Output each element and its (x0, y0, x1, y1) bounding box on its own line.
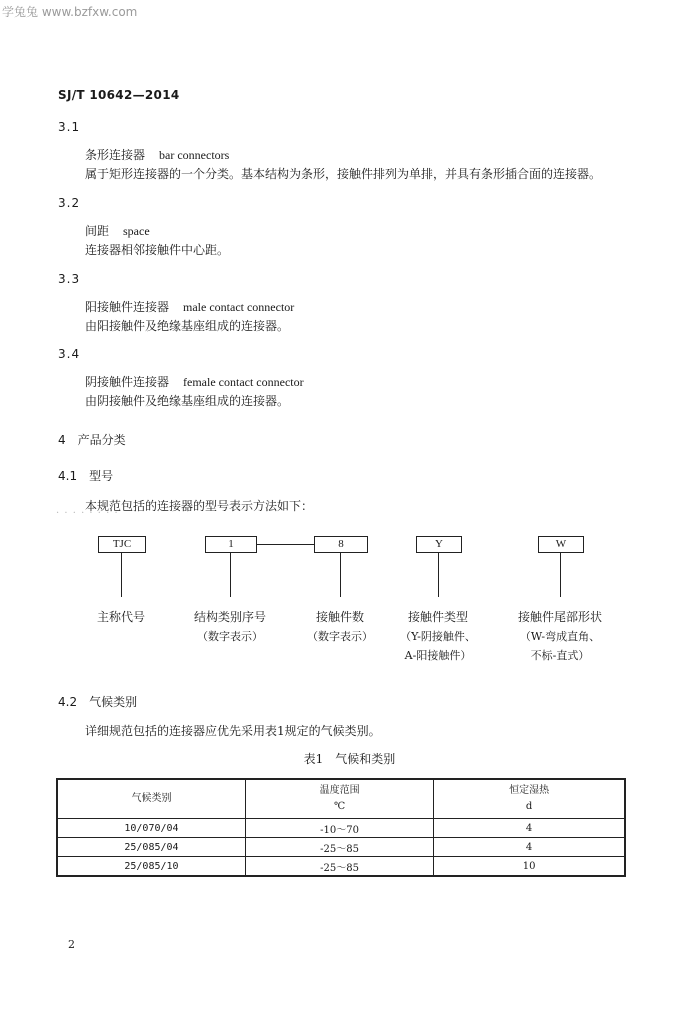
clause-number: 3.2 (58, 196, 81, 210)
column-header: 气候类别 (57, 779, 245, 819)
table-cell: -25～85 (245, 857, 433, 877)
model-label: 接触件尾部形状 (517, 610, 602, 624)
table-caption: 表1 气候和类别 (303, 752, 396, 766)
clause-number: 3.1 (58, 120, 81, 134)
model-label: 接触件数 (315, 610, 364, 624)
page-number: 2 (68, 938, 75, 951)
term-definition: 连接器相邻接触件中心距。 (85, 243, 230, 257)
model-label: 接触件类型 (407, 610, 468, 624)
model-note: （Y-阴接触件、 (400, 630, 476, 643)
subsection-title: 型号 (89, 469, 114, 483)
model-note: （W-弯成直角、 (519, 630, 601, 643)
table-cell: 10/070/04 (57, 819, 245, 838)
term-definition: 由阴接触件及绝缘基座组成的连接器。 (85, 394, 290, 408)
term-cn: 阴接触件连接器 (85, 375, 170, 389)
model-label: 结构类别序号 (193, 610, 266, 624)
term-definition: 由阳接触件及绝缘基座组成的连接器。 (85, 319, 290, 333)
term-title (85, 373, 304, 390)
table-header-row (57, 779, 625, 819)
subsection-number: 4.2 (58, 695, 78, 709)
table-cell: -10～70 (245, 819, 433, 838)
climate-intro: 详细规范包括的连接器应优先采用表1规定的气候类别。 (85, 724, 381, 738)
term-title (85, 298, 294, 315)
scan-dots: · · · · · · · · (56, 508, 119, 519)
table-row (57, 857, 625, 877)
term-cn: 间距 (85, 224, 110, 238)
subsection-number: 4.1 (58, 469, 78, 483)
model-intro: 本规范包括的连接器的型号表示方法如下： (85, 499, 314, 513)
term-title (85, 222, 150, 239)
table-cell: 25/085/10 (57, 857, 245, 877)
column-header: 温度范围 ℃ (245, 779, 433, 819)
subsection-heading (58, 467, 113, 484)
tail-shape-box: W (538, 536, 584, 553)
term-definition: 属于矩形连接器的一个分类。基本结构为条形，接触件排列为单排，并具有条形插合面的连接器。 (85, 167, 602, 181)
table-cell: 4 (434, 819, 625, 838)
model-note: 不标-直式） (530, 649, 590, 662)
term-cn: 条形连接器 (85, 148, 146, 162)
model-note: （数字表示） (197, 630, 263, 643)
column-header: 恒定湿热 d (434, 779, 625, 819)
standard-number: SJ/T 10642—2014 (58, 88, 180, 102)
structure-number-box: 1 (205, 536, 257, 553)
model-note: （数字表示） (307, 630, 373, 643)
leader-line (560, 553, 561, 597)
connector-line (257, 544, 314, 545)
model-code-box: TJC (98, 536, 146, 553)
term-title (85, 146, 229, 163)
term-en: bar connectors (159, 148, 230, 162)
leader-line (340, 553, 341, 597)
contact-type-box: Y (416, 536, 462, 553)
table-cell: 10 (434, 857, 625, 877)
table-cell: 4 (434, 838, 625, 857)
section-heading (58, 431, 126, 448)
watermark: 学兔兔 www.bzfxw.com (2, 5, 138, 19)
term-en: female contact connector (183, 375, 304, 389)
section-title: 产品分类 (77, 433, 126, 447)
table-row (57, 838, 625, 857)
model-label: 主称代号 (96, 610, 145, 624)
subsection-title: 气候类别 (89, 695, 138, 709)
term-en: space (123, 224, 150, 238)
section-number: 4 (58, 433, 66, 447)
table-cell: 25/085/04 (57, 838, 245, 857)
leader-line (438, 553, 439, 597)
model-note: A-阳接触件） (404, 649, 472, 662)
contact-count-box: 8 (314, 536, 368, 553)
clause-number: 3.3 (58, 272, 81, 286)
subsection-heading (58, 693, 137, 710)
term-cn: 阳接触件连接器 (85, 300, 170, 314)
leader-line (121, 553, 122, 597)
leader-line (230, 553, 231, 597)
climate-table (56, 778, 626, 877)
table-cell: -25～85 (245, 838, 433, 857)
term-en: male contact connector (183, 300, 295, 314)
table-row (57, 819, 625, 838)
clause-number: 3.4 (58, 347, 81, 361)
